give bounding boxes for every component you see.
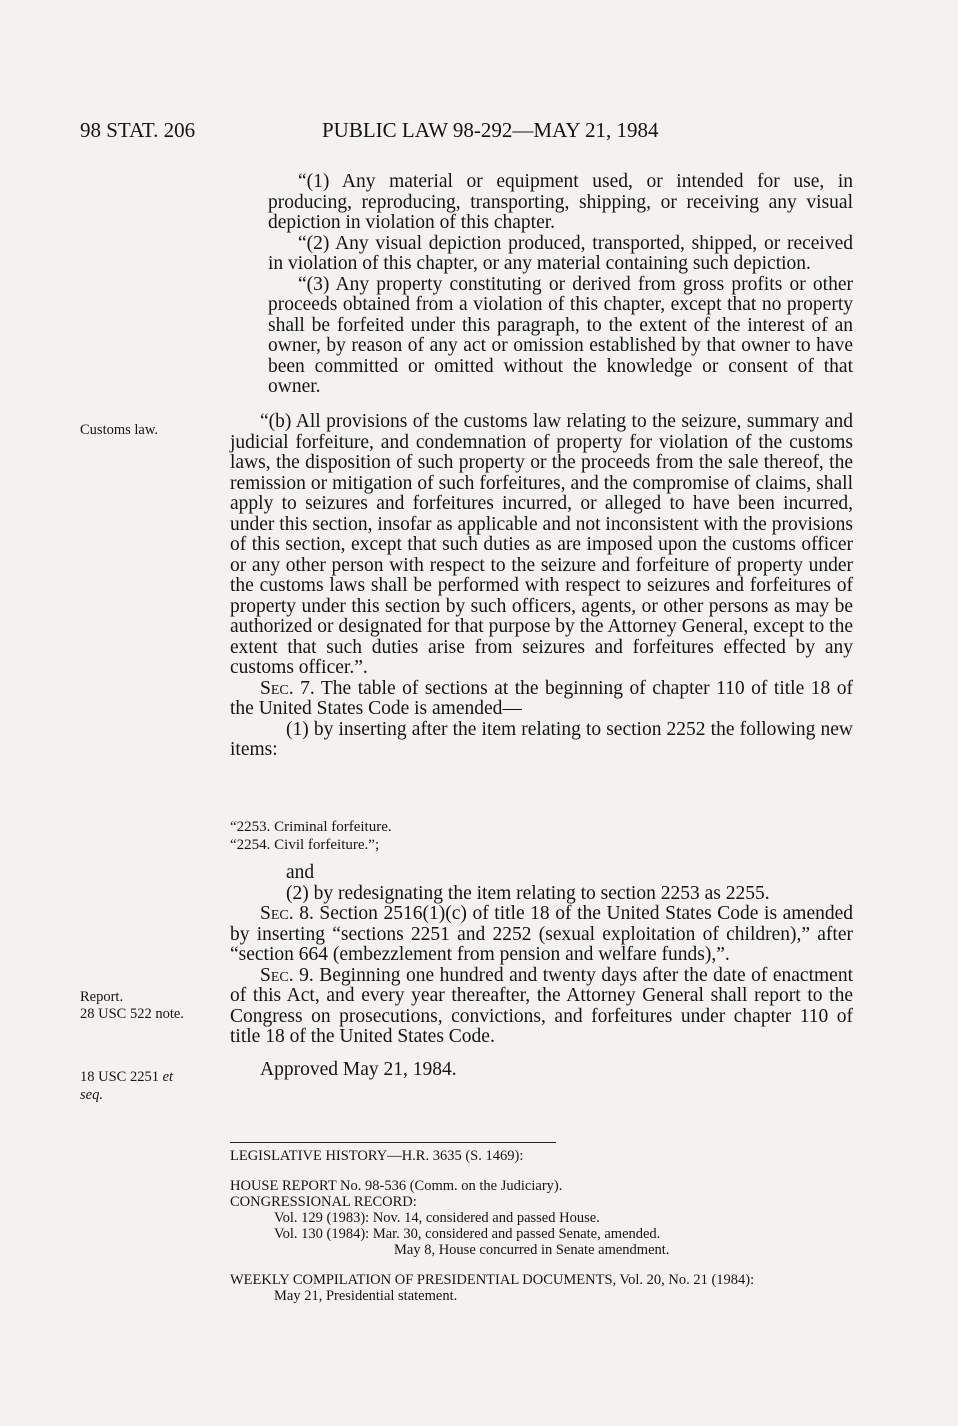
forfeiture-list: [268, 172, 853, 398]
section-8-label: Sec. 8.: [260, 903, 314, 924]
legislative-history-title: LEGISLATIVE HISTORY—H.R. 3635 (S. 1469):: [230, 1148, 524, 1164]
margin-note-customs: Customs law.: [80, 422, 159, 438]
margin-note-seq: seq.: [80, 1087, 103, 1103]
paragraph-1: “(1) Any material or equipment used, or intended for use, in producing, reproducing, transporting, shipping, or receiving any visual depiction in violation of this chapter.: [268, 171, 853, 233]
section-8-text: Section 2516(1)(c) of title 18 of the United States Code is amended by inserting “sections 2251 and 2252 (sexual exploitation of children),” after “section 664 (embezzlement from pension and welfare funds),”.: [230, 903, 854, 965]
inserted-items: [230, 818, 392, 854]
sections-7-to-9: [230, 863, 853, 1080]
section-7-label: Sec. 7.: [260, 677, 315, 699]
vol-129: Vol. 129 (1983): Nov. 14, considered and passed House.: [274, 1210, 600, 1226]
legislative-history-rule: [230, 1142, 556, 1143]
and-connector: and: [286, 862, 315, 883]
approved-date: Approved May 21, 1984.: [260, 1058, 457, 1080]
section-9: [230, 966, 853, 1048]
section-8: [230, 904, 853, 966]
margin-note-et: et: [162, 1069, 174, 1085]
item-2253: “2253. Criminal forfeiture.: [230, 819, 392, 835]
weekly-compilation: WEEKLY COMPILATION OF PRESIDENTIAL DOCUMENTS, Vol. 20, No. 21 (1984):: [230, 1272, 755, 1288]
page-number-header: 98 STAT. 206: [80, 118, 196, 142]
section-9-text: Beginning one hundred and twenty days after the date of enactment of this Act, and every year thereafter, the Attorney General shall report to the Congress on prosecutions, convictions, and forfeitures under chapter 110 of title 18 of the United States Code.: [230, 964, 853, 1047]
section-7: [230, 679, 853, 720]
section-7-text: The table of sections at the beginning of chapter 110 of title 18 of the United States Code is amended—: [230, 677, 853, 719]
section-7-item-1: (1) by inserting after the item relating to section 2252 the following new items:: [230, 718, 853, 760]
margin-note-28usc522: 28 USC 522 note.: [80, 1006, 184, 1022]
house-report: HOUSE REPORT No. 98-536 (Comm. on the Judiciary).: [230, 1178, 563, 1194]
vol-130: Vol. 130 (1984): Mar. 30, considered and passed Senate, amended.: [274, 1226, 661, 1242]
may-8-concurred: May 8, House concurred in Senate amendment.: [394, 1242, 670, 1258]
paragraph-3: “(3) Any property constituting or derived from gross profits or other proceeds obtained from a violation of this chapter, except that no property shall be forfeited under this paragraph, to the extent of the interest of an owner, by reason of any act or omission established by that owner to have been committed or omitted without the knowledge or consent of that owner.: [268, 273, 853, 397]
margin-note-18usc2251: [80, 1068, 173, 1104]
margin-note-report: Report.: [80, 989, 124, 1005]
subsection-b: “(b) All provisions of the customs law relating to the seizure, summary and judicial forfeiture, and condemnation of property for violation of the customs laws, the disposition of such property or the proceeds from the sale thereof, the remission or mitigation of such forfeitures, and the compromise of claims, shall apply to seizures and forfeitures incurred, or alleged to have been incurred, under this section, insofar as applicable and not inconsistent with the provisions of this section, except that such duties as are imposed upon the customs officer or any other person with respect to the seizure and forfeiture of property under the customs laws shall be performed with respect to seizures and forfeitures of property under this section by such officers, agents, or other persons as may be authorized or designated for that purpose by the Attorney General, except to the extent that such duties arise from seizures and forfeitures effected by any customs officer.”.: [230, 411, 853, 678]
running-header: PUBLIC LAW 98-292—MAY 21, 1984: [322, 118, 659, 142]
presidential-statement: May 21, Presidential statement.: [274, 1288, 458, 1304]
item-2254: “2254. Civil forfeiture.”;: [230, 837, 380, 853]
section-7-item-2: (2) by redesignating the item relating to section 2253 as 2255.: [286, 882, 770, 904]
subsection-b-and-sec7: [230, 412, 853, 761]
section-9-label: Sec. 9.: [260, 964, 314, 986]
congressional-record: CONGRESSIONAL RECORD:: [230, 1194, 417, 1210]
paragraph-2: “(2) Any visual depiction produced, transported, shipped, or received in violation of this chapter, or any material containing such depiction.: [268, 232, 853, 274]
margin-note-18usc2251-text: 18 USC 2251: [80, 1069, 159, 1085]
